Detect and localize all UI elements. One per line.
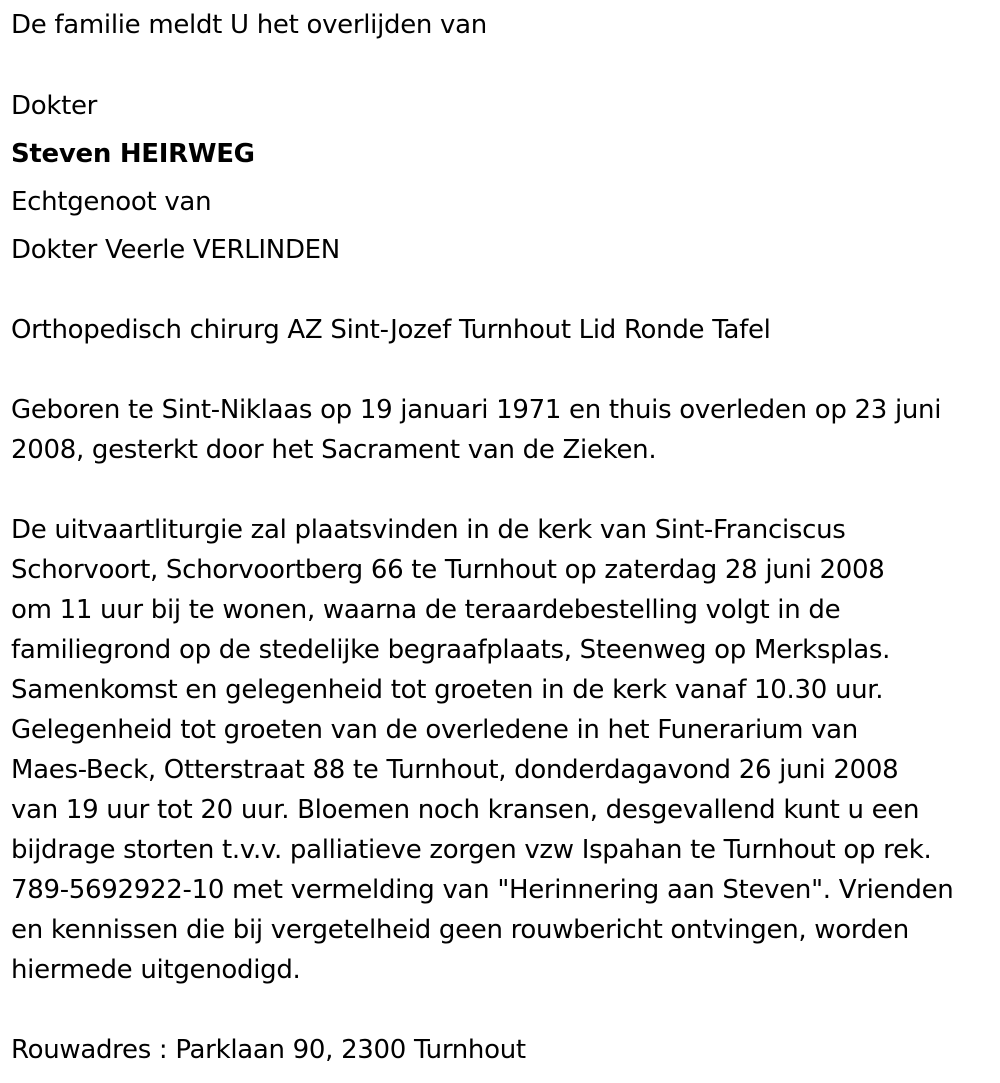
funeral-line: en kennissen die bij vergetelheid geen rouwbericht ontvingen, worden (11, 915, 909, 945)
deceased-name: Steven HEIRWEG (11, 139, 255, 169)
birth-death-line: 2008, gesterkt door het Sacrament van de Zieken. (11, 435, 657, 465)
relation-line: Echtgenoot van (11, 187, 212, 217)
birth-death-paragraph (11, 390, 996, 470)
funeral-line: Gelegenheid tot groeten van de overledene in het Funerarium van (11, 715, 858, 745)
occupation-line: Orthopedisch chirurg AZ Sint-Jozef Turnhout Lid Ronde Tafel (11, 315, 771, 345)
birth-death-line: Geboren te Sint-Niklaas op 19 januari 1971 en thuis overleden op 23 juni (11, 395, 942, 425)
funeral-line: 789-5692922-10 met vermelding van "Herinnering aan Steven". Vrienden (11, 875, 954, 905)
funeral-line: Maes-Beck, Otterstraat 88 te Turnhout, donderdagavond 26 juni 2008 (11, 755, 899, 785)
funeral-paragraph (11, 510, 996, 990)
funeral-line: Samenkomst en gelegenheid tot groeten in de kerk vanaf 10.30 uur. (11, 675, 884, 705)
funeral-line: bijdrage storten t.v.v. palliatieve zorgen vzw Ispahan te Turnhout op rek. (11, 835, 932, 865)
funeral-line: Schorvoort, Schorvoortberg 66 te Turnhout op zaterdag 28 juni 2008 (11, 555, 885, 585)
funeral-line: familiegrond op de stedelijke begraafplaats, Steenweg op Merksplas. (11, 635, 891, 665)
funeral-line: om 11 uur bij te wonen, waarna de teraardebestelling volgt in de (11, 595, 841, 625)
intro-line: De familie meldt U het overlijden van (11, 10, 487, 40)
funeral-line: De uitvaartliturgie zal plaatsvinden in de kerk van Sint-Franciscus (11, 515, 846, 545)
title-line: Dokter (11, 91, 98, 121)
spouse-name: Dokter Veerle VERLINDEN (11, 235, 340, 265)
mourning-address: Rouwadres : Parklaan 90, 2300 Turnhout (11, 1035, 526, 1065)
funeral-line: hiermede uitgenodigd. (11, 955, 301, 985)
funeral-line: van 19 uur tot 20 uur. Bloemen noch kransen, desgevallend kunt u een (11, 795, 920, 825)
